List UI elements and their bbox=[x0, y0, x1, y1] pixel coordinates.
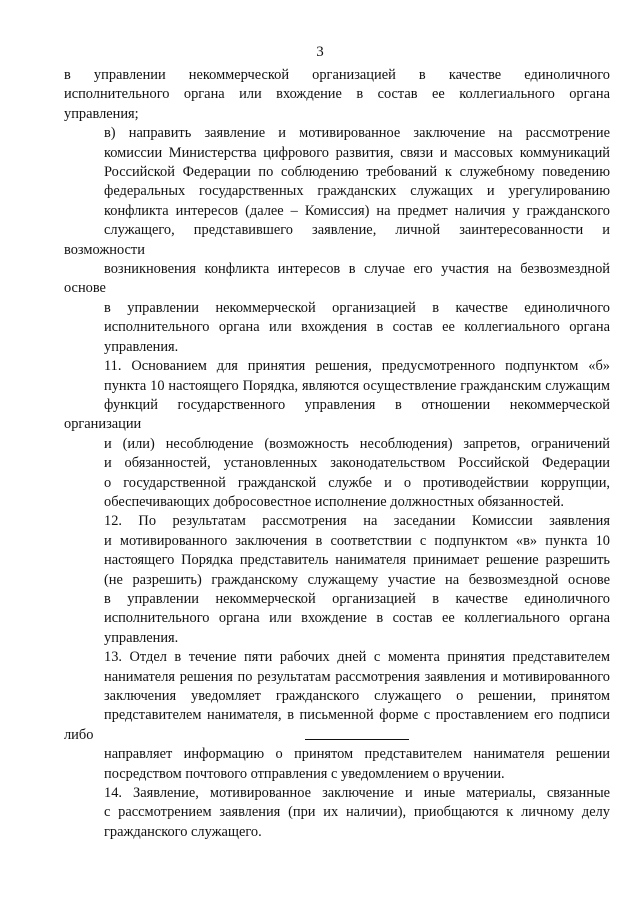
text-line: с рассмотрением заявления (при их наличии), приобщаются к личному делу bbox=[104, 804, 610, 821]
page-number: 3 bbox=[316, 44, 324, 60]
paragraph-continuation bbox=[64, 66, 610, 124]
paragraph-point-12 bbox=[64, 512, 610, 648]
paragraph-point-14 bbox=[64, 784, 610, 842]
text-line: о государственной гражданской службе и о противодействии коррупции, bbox=[104, 474, 610, 491]
text-line: заключения уведомляет гражданского служащего о решении, принятом bbox=[104, 688, 610, 704]
text-line: и мотивированного заключения в соответствии с подпунктом «в» пункта 10 bbox=[104, 532, 610, 549]
text-line: служащего, представившего заявление, личной заинтересованности и возможности bbox=[64, 222, 610, 258]
paragraph-point-13 bbox=[64, 648, 610, 784]
text-line: исполнительного органа или вхождения в состав ее коллегиального органа bbox=[104, 319, 610, 336]
text-line: гражданского служащего. bbox=[104, 823, 262, 840]
paragraph-item-v bbox=[64, 124, 610, 357]
text-line: (не разрешить) гражданскому служащему участие на безвозмездной основе bbox=[104, 571, 610, 588]
text-line: в управлении некоммерческой организацией в качестве единоличного bbox=[104, 299, 610, 316]
text-line: в управлении некоммерческой организацией в качестве единоличного bbox=[64, 67, 610, 83]
text-line: 14. Заявление, мотивированное заключение и иные материалы, связанные bbox=[104, 785, 610, 802]
text-line: обеспечивающих добросовестное исполнение должностных обязанностей. bbox=[104, 493, 564, 510]
text-line: конфликта интересов (далее – Комиссия) на предмет наличия у гражданского bbox=[104, 202, 610, 219]
text-line: 12. По результатам рассмотрения на заседании Комиссии заявления bbox=[104, 513, 610, 530]
text-line: управления. bbox=[104, 338, 179, 355]
text-line: федеральных государственных гражданских служащих и урегулированию bbox=[104, 183, 610, 200]
text-line: в) направить заявление и мотивированное заключение на рассмотрение bbox=[104, 125, 610, 142]
text-line: 11. Основанием для принятия решения, предусмотренного подпунктом «б» bbox=[104, 358, 610, 375]
text-line: 13. Отдел в течение пяти рабочих дней с момента принятия представителем bbox=[104, 649, 610, 666]
paragraph-point-11 bbox=[64, 357, 610, 512]
document-body bbox=[64, 66, 610, 842]
text-line: Российской Федерации по соблюдению требований к служебному поведению bbox=[104, 164, 610, 181]
text-line: управления; bbox=[64, 105, 139, 122]
text-line: и (или) несоблюдение (возможность несоблюдения) запретов, ограничений bbox=[104, 435, 610, 452]
text-line: комиссии Министерства цифрового развития, связи и массовых коммуникаций bbox=[104, 144, 610, 161]
text-line: в управлении некоммерческой организацией в качестве единоличного bbox=[104, 590, 610, 607]
text-line: управления. bbox=[104, 629, 179, 646]
text-line: нанимателя решения по результатам рассмотрения заявления и мотивированного bbox=[104, 668, 610, 685]
text-line: и обязанностей, установленных законодательством Российской Федерации bbox=[104, 455, 610, 472]
text-line: исполнительного органа или вхождение в состав ее коллегиального органа bbox=[64, 86, 610, 103]
text-line: настоящего Порядка представитель нанимателя принимает решение разрешить bbox=[104, 552, 610, 569]
text-line: исполнительного органа или вхождение в состав ее коллегиального органа bbox=[104, 610, 610, 627]
text-line: возникновения конфликта интересов в случае его участия на безвозмездной основе bbox=[64, 261, 610, 297]
text-line: посредством почтового отправления с уведомлением о вручении. bbox=[104, 765, 505, 782]
end-separator-line bbox=[305, 739, 409, 740]
text-line: функций государственного управления в отношении некоммерческой организации bbox=[64, 396, 610, 433]
text-line: представителем нанимателя, в письменной форме с проставлением его подписи либо bbox=[64, 707, 610, 743]
text-line: пункта 10 настоящего Порядка, являются осуществление гражданским служащим bbox=[104, 377, 610, 394]
text-line: направляет информацию о принятом представителем нанимателя решении bbox=[104, 746, 610, 763]
